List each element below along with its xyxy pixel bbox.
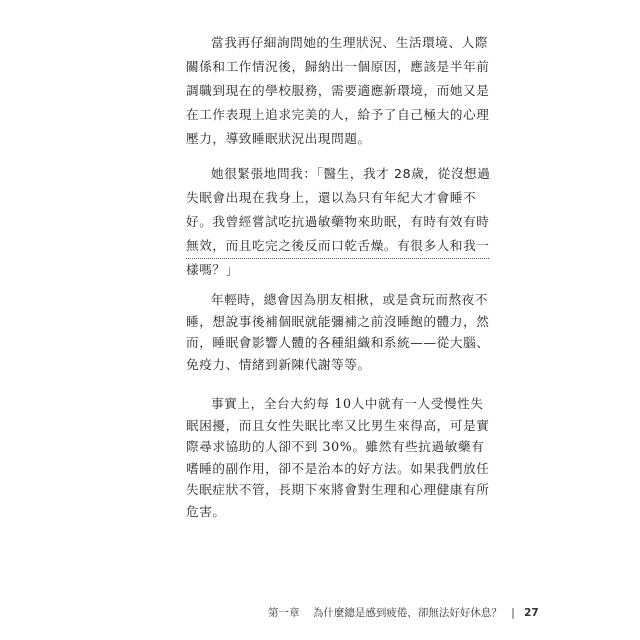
page-number: 27: [524, 607, 539, 619]
paragraph-insomnia-stats: 事實上，全台大約每 10人中就有一人受慢性失眠困擾，而且女性失眠比率又比男生來得高，可是實際尋求協助的人卻不到 30%。雖然有些抗過敏藥有嗜睡的副作用，卻不是治本的好方法。如果我們放任失眠症狀不管，長期下來將會對生理和心理健康有所危害。: [186, 396, 490, 519]
footer-chapter-title: 為什麼總是感到疲倦，卻無法好好休息？: [312, 607, 502, 619]
paragraph-patient-question: 她很緊張地問我：「醫生，我才 28歲，從沒想過失眠會出現在我身上，還以為只有年紀大才會睡不好。我曾經嘗試吃抗過敏藥物來助眠，有時有效有時無效，而且吃完之後反而口乾舌燥。有很多人和我一樣嗎？」: [186, 166, 491, 277]
dialogue-section: [186, 31, 494, 293]
paragraph-diagnosis: 當我再仔細詢問她的生理狀況、生活環境、人際關係和工作情況後，歸納出一個原因，應該是半年前調職到現在的學校服務，需要適應新環境，而她又是在工作表現上追求完美的人，給予了自己極大的心理壓力，導致睡眠狀況出現問題。: [186, 35, 490, 146]
footer-separator: |: [511, 607, 515, 619]
explanation-section: [186, 289, 494, 540]
page-footer: [268, 605, 539, 620]
footer-chapter: 第一章: [268, 607, 300, 619]
paragraph-sleep-debt: 年輕時，總會因為朋友相揪，或是貪玩而熬夜不睡，想說事後補個眠就能彌補之前沒睡飽的體力，然而，睡眠會影響人體的各種組織和系統——從大腦、免疫力、情緒到新陳代謝等等。: [186, 292, 490, 372]
section-divider: [186, 258, 489, 259]
